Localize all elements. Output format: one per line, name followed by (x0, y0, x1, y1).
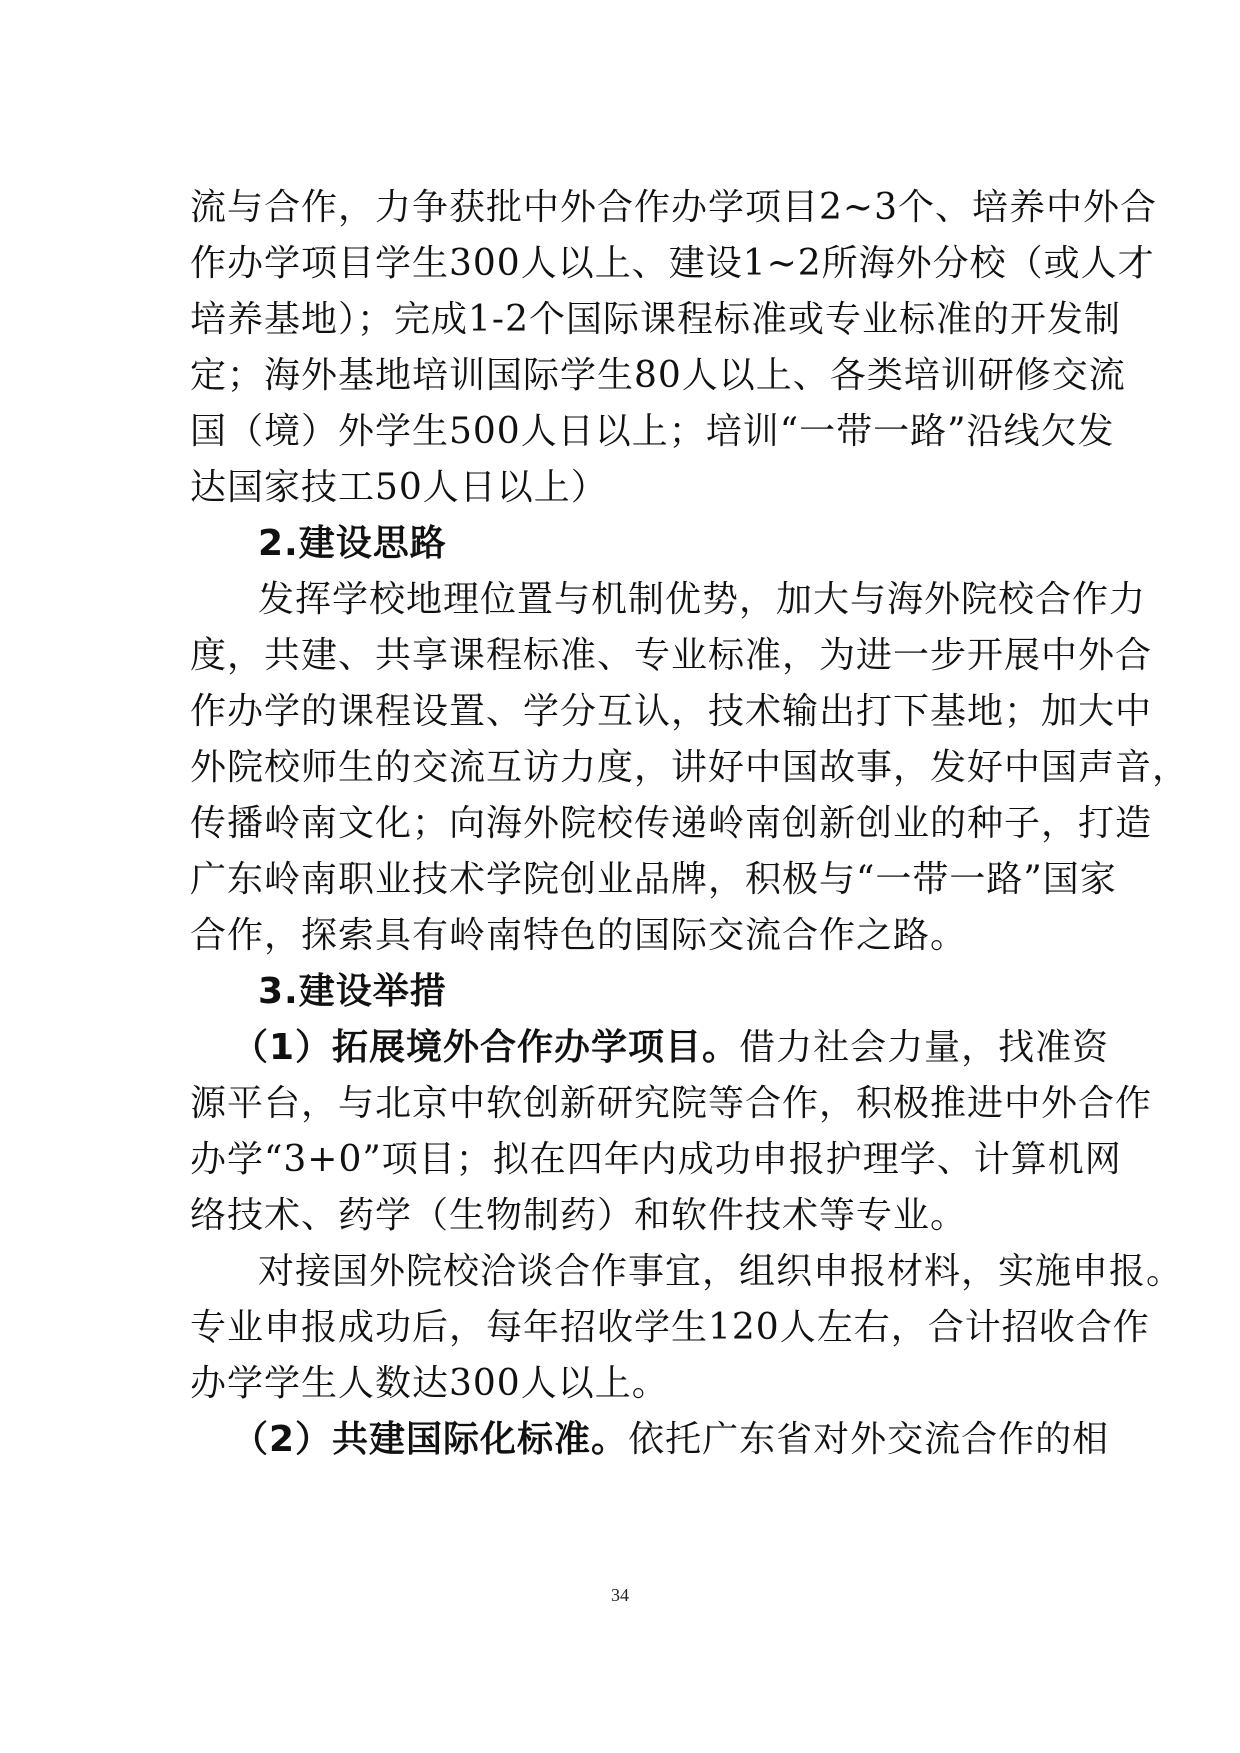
item-text: 借力社会力量，找准资 (739, 1027, 1110, 1068)
paragraph-line: 专业申报成功后，每年招收学生120人左右，合计招收合作 (190, 1307, 1150, 1348)
paragraph-line: 办学学生人数达300人以上。 (190, 1363, 669, 1404)
item-text: 依托广东省对外交流合作的相 (628, 1419, 1110, 1460)
paragraph-line: 合作，探索具有岭南特色的国际交流合作之路。 (190, 915, 968, 956)
paragraph-line: 传播岭南文化；向海外院校传递岭南创新创业的种子，打造 (190, 803, 1153, 844)
paragraph-line: 发挥学校地理位置与机制优势，加大与海外院校合作力 (258, 579, 1147, 620)
paragraph-line: 络技术、药学（生物制药）和软件技术等专业。 (190, 1195, 968, 1236)
paragraph-line: 达国家技工50人日以上） (190, 467, 608, 508)
paragraph-line: 外院校师生的交流互访力度，讲好中国故事，发好中国声音， (190, 747, 1190, 788)
paragraph-line: 度，共建、共享课程标准、专业标准，为进一步开展中外合 (190, 635, 1153, 676)
item-first-line (232, 1026, 1110, 1070)
paragraph-line: 流与合作，力争获批中外合作办学项目2~3个、培养中外合 (190, 187, 1157, 228)
paragraph-line: 培养基地）；完成1-2个国际课程标准或专业标准的开发制 (190, 299, 1121, 340)
paragraph-line: 定；海外基地培训国际学生80人以上、各类培训研修交流 (190, 355, 1126, 396)
item-title: （2）共建国际化标准。 (232, 1419, 629, 1460)
page-number: 34 (611, 1585, 629, 1605)
paragraph-line: 办学“3+0”项目；拟在四年内成功申报护理学、计算机网 (190, 1139, 1122, 1180)
paragraph-line: 对接国外院校洽谈合作事宜，组织申报材料，实施申报。 (258, 1251, 1184, 1292)
paragraph-line: 源平台，与北京中软创新研究院等合作，积极推进中外合作 (190, 1083, 1153, 1124)
paragraph-line: 作办学项目学生300人以上、建设1~2所海外分校（或人才 (190, 243, 1155, 284)
paragraph-line: 作办学的课程设置、学分互认，技术输出打下基地；加大中 (190, 691, 1153, 732)
paragraph-line: 广东岭南职业技术学院创业品牌，积极与“一带一路”国家 (190, 859, 1117, 900)
paragraph-line: 国（境）外学生500人日以上；培训“一带一路”沿线欠发 (190, 411, 1115, 452)
section-heading: 2.建设思路 (258, 523, 447, 564)
section-heading: 3.建设举措 (258, 971, 447, 1012)
item-first-line (232, 1418, 1110, 1462)
item-title: （1）拓展境外合作办学项目。 (232, 1027, 740, 1068)
